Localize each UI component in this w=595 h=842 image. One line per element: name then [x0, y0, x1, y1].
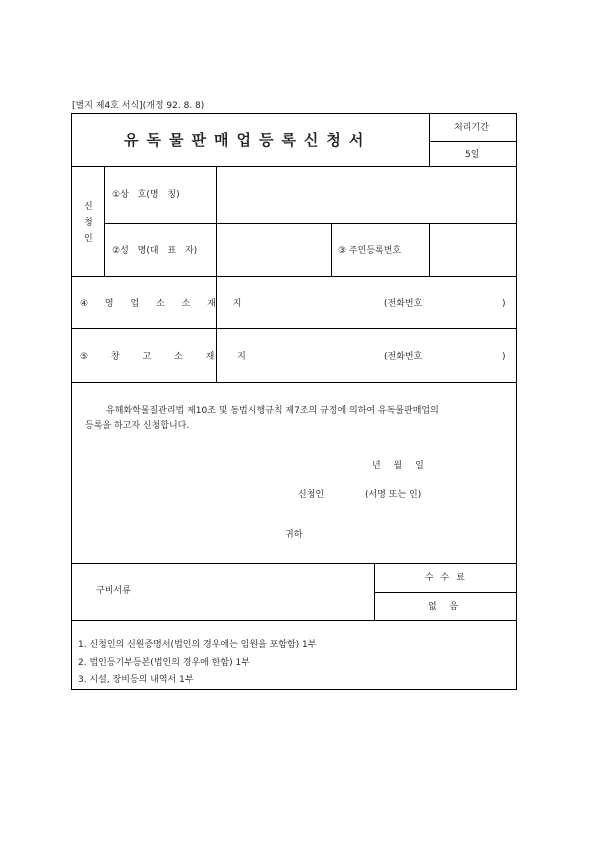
- declaration-line-2: 등록을 하고자 신청합니다.: [85, 421, 190, 431]
- date-line: 년 월 일: [372, 461, 424, 471]
- declaration-line-1: 유해화학물질관리법 제10조 및 동법시행규칙 제7조의 규정에 의하여 유독물판매업의: [106, 406, 439, 416]
- resident-number-label: ③ 주민등록번호: [338, 246, 402, 256]
- fee-value: 없 음: [428, 602, 459, 612]
- required-docs-label: 구비서류: [96, 586, 131, 596]
- processing-period-label: 처리기간: [454, 123, 489, 133]
- signature-hint: (서명 또는 인): [365, 490, 422, 500]
- warehouse-location-label: ⑤ 창 고 소 재 지: [80, 352, 249, 362]
- trade-name-field[interactable]: [217, 167, 516, 223]
- business-location-field[interactable]: [217, 277, 377, 328]
- document-item: 1. 신청인의 신원증명서(법인의 경우에는 임원을 포함함) 1부: [78, 640, 317, 650]
- processing-period-value: 5일: [465, 150, 480, 160]
- warehouse-phone-open: (전화번호: [384, 352, 423, 362]
- form-title: 유독물판매업등록신청서: [124, 131, 372, 149]
- signature-field[interactable]: [334, 486, 364, 502]
- applicant-label-1: 신: [84, 202, 93, 212]
- resident-number-field[interactable]: [430, 224, 516, 276]
- applicant-sign-label: 신청인: [298, 490, 325, 500]
- fee-label: 수 수 료: [425, 573, 467, 583]
- document-item: 2. 법인등기부등본(법인의 경우에 한함) 1부: [78, 658, 250, 668]
- form-header: [별지 제4호 서식](개정 92. 8. 8): [72, 101, 205, 111]
- warehouse-phone-close: ): [502, 352, 506, 362]
- business-location-label: ④ 영 업 소 소 재 지: [80, 299, 249, 309]
- name-field[interactable]: [217, 224, 330, 276]
- document-item: 3. 시설, 장비등의 내역서 1부: [78, 675, 194, 685]
- name-label: ②성 명(대 표 자): [112, 246, 198, 256]
- application-form: [71, 113, 517, 690]
- business-phone-close: ): [502, 299, 506, 309]
- business-phone-open: (전화번호: [384, 299, 423, 309]
- warehouse-location-field[interactable]: [217, 329, 377, 382]
- trade-name-label: ①상 호(명 칭): [112, 190, 180, 200]
- recipient-label: 귀하: [285, 530, 303, 540]
- applicant-label-2: 청: [84, 218, 93, 228]
- applicant-label-3: 인: [84, 234, 93, 244]
